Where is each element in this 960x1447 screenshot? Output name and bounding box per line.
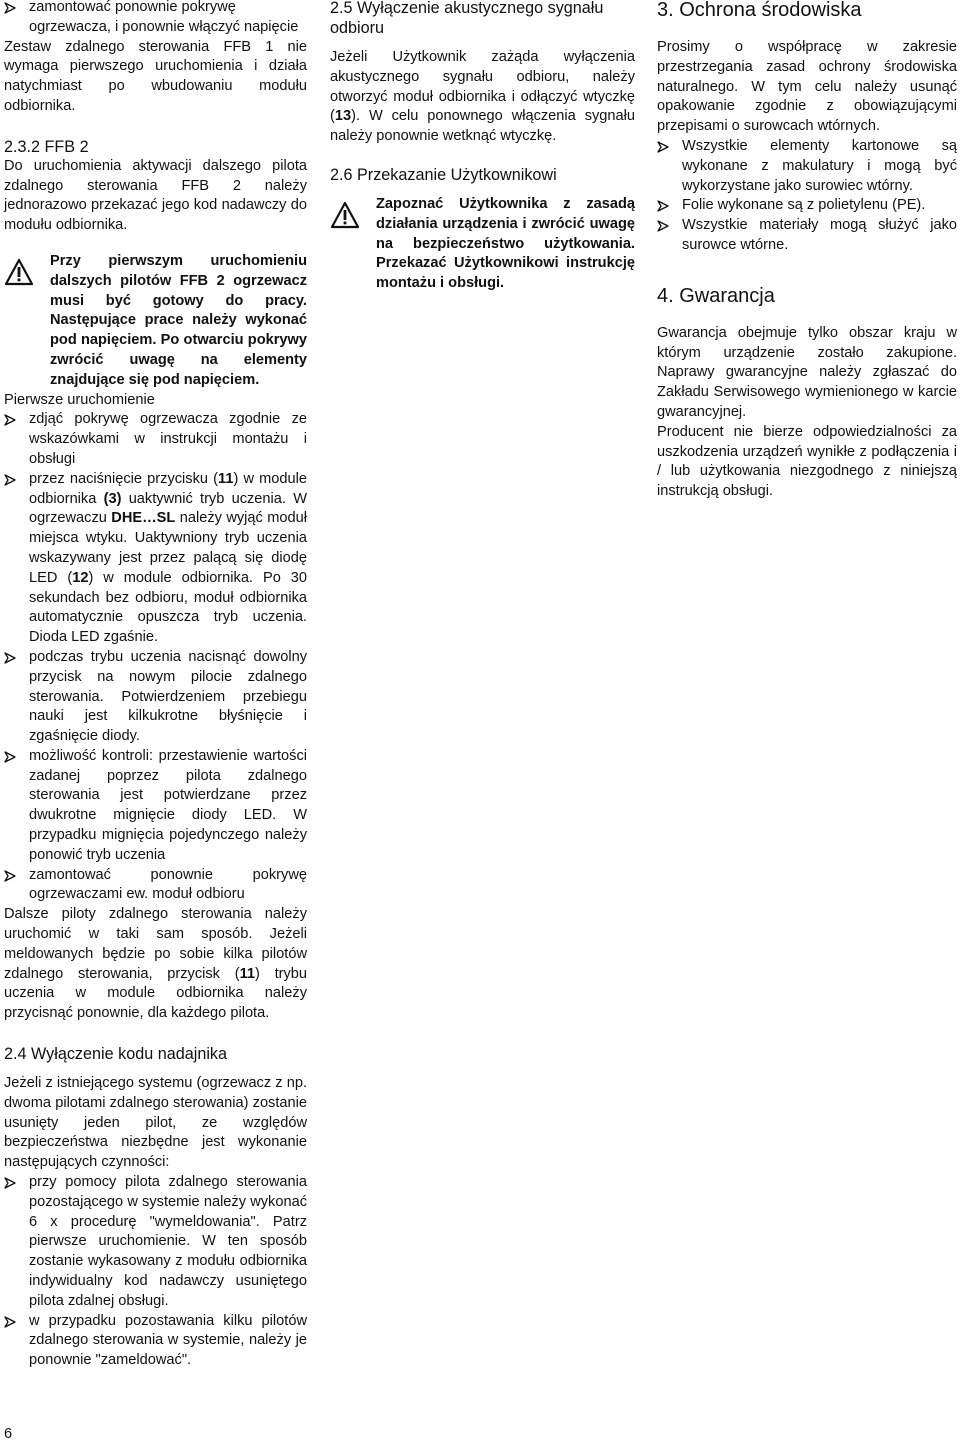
- intro-list: [4, 0, 307, 38]
- paragraph-text: Dalsze piloty zdalnego sterowania należy uruchomić w taki sam sposób. Jeżeli meldowanych będzie po sobie kilka pilotów zdalnego sterowania, przycisk (: [4, 906, 307, 982]
- list-item: [4, 0, 307, 38]
- arrow-bullet-icon: [4, 870, 16, 882]
- list-item-text: zamontować ponownie pokrywę ogrzewaczami ew. moduł odbioru: [29, 866, 307, 903]
- ref-number: 13: [334, 108, 352, 125]
- paragraph-text: ) trybu uczenia w module odbiornika należy przycisnąć ponownie, dla każdego pilota.: [4, 965, 308, 1022]
- warning-text: Przy pierwszym uruchomieniu dalszych pilotów FFB 2 ogrzewacz musi być gotowy do pracy. Następujące prace należy wykonać pod napięciem. Po otwarciu pokrywy zwrócić uwagę na elementy znajdujące się pod napięciem.: [50, 252, 307, 388]
- arrow-bullet-icon: [4, 1177, 16, 1189]
- list-item-text: ) w module odbiornika. Po 30 sekundach bez odbioru, moduł odbiornika automatycznie opuszcza tryb uczenia. Dioda LED zgaśnie.: [29, 569, 307, 646]
- list-item: [4, 410, 307, 469]
- section-heading-4: 4. Gwarancja: [657, 284, 775, 307]
- list-item-text: zamontować ponownie pokrywę ogrzewacza, i ponownie włączyć napięcie: [29, 0, 299, 35]
- ref-number: (3): [103, 490, 122, 507]
- section-heading-2-4: 2.4 Wyłączenie kodu nadajnika: [4, 1045, 228, 1064]
- list-item-text: w przypadku pozostawania kilku pilotów zdalnego sterowania w systemie, należy je ponownie "zameldować".: [29, 1312, 307, 1369]
- section-2-4-paragraph: Jeżeli z istniejącego systemu (ogrzewacz z np. dwoma pilotami zdalnego sterowania) zostanie usunięty jeden pilot, ze względów bezpieczeństwa niezbędne jest wykonanie następujących czynności:: [4, 1075, 307, 1171]
- list-item-text: uaktywnić tryb uczenia. W ogrzewaczu: [29, 490, 307, 527]
- arrow-bullet-icon: [4, 1316, 16, 1328]
- paragraph-text: ). W celu ponownego włączenia sygnału należy ponownie wetknąć wtyczkę.: [330, 108, 635, 145]
- section-2-3-2-paragraph: Do uruchomienia aktywacji dalszego pilota zdalnego sterowania FFB 2 należy jednorazowo przekazać jego kod nadawczy do modułu odbiornika.: [4, 157, 307, 234]
- arrow-bullet-icon: [657, 220, 669, 232]
- arrow-bullet-icon: [657, 200, 669, 212]
- arrow-bullet-icon: [657, 141, 669, 153]
- ref-number: 11: [218, 470, 234, 487]
- list-item: [4, 1173, 307, 1312]
- list-item: [4, 648, 307, 747]
- column-right: [657, 0, 957, 502]
- arrow-bullet-icon: [4, 2, 16, 14]
- first-start-title: Pierwsze uruchomienie: [4, 391, 155, 408]
- section-2-4-list: [4, 1173, 307, 1371]
- section-heading-2-5: 2.5 Wyłączenie akustycznego sygnału odbioru: [330, 0, 604, 37]
- list-item: [4, 747, 307, 866]
- warning-triangle-icon: [4, 258, 34, 286]
- paragraph-text: Jeżeli Użytkownik zażąda wyłączenia akustycznego sygnału odbioru, należy otworzyć moduł odbiornika i odłączyć wtyczkę (: [330, 49, 635, 125]
- list-item-text: ) w module odbiornika: [29, 470, 308, 507]
- page-number: 6: [4, 1426, 13, 1442]
- list-item: [4, 866, 307, 906]
- warning-block: [4, 252, 307, 391]
- model-name: DHE…SL: [111, 510, 176, 527]
- first-start-steps: [4, 410, 307, 905]
- section-heading-3: 3. Ochrona środowiska: [657, 0, 862, 21]
- section-2-5-paragraph: [330, 48, 635, 147]
- warning-text: Zapoznać Użytkownika z zasadą działania urządzenia i zwrócić uwagę na bezpieczeństwo użytkowania. Przekazać Użytkownikowi instrukcję montażu i obsługi.: [376, 195, 635, 292]
- list-item-text: możliwość kontroli: przestawienie wartości zadanej poprzez pilota zdalnego sterowania jest potwierdzane przez dwukrotne mignięcie diody LED. W przypadku mignięcia pojedynczego należy ponowić tryb uczenia: [29, 747, 307, 863]
- section-heading-2-3-2: 2.3.2 FFB 2: [4, 137, 89, 156]
- list-item: [657, 137, 957, 196]
- column-middle: [330, 0, 635, 294]
- warning-triangle-icon: [330, 201, 360, 229]
- list-item-text: Folie wykonane są z polietylenu (PE).: [682, 197, 926, 214]
- list-item-text: podczas trybu uczenia nacisnąć dowolny przycisk na nowym pilocie zdalnego sterowania. Potwierdzeniem przebiegu nauki jest kilkukrotne błyśnięcie i zgaśnięcie diody.: [29, 648, 307, 745]
- further-pilots-paragraph: [4, 905, 307, 1024]
- arrow-bullet-icon: [4, 414, 16, 426]
- list-item: [657, 196, 957, 216]
- arrow-bullet-icon: [4, 751, 16, 763]
- list-item: [657, 216, 957, 256]
- warning-block: [330, 195, 635, 294]
- ref-number: 12: [72, 569, 89, 586]
- list-item-text: Wszystkie elementy kartonowe są wykonane z makulatury i mogą być wykorzystane jako surowiec wtórny.: [682, 137, 957, 194]
- list-item: [4, 470, 307, 648]
- arrow-bullet-icon: [4, 652, 16, 664]
- list-item: [4, 1312, 307, 1371]
- column-left: [4, 0, 307, 1371]
- intro-paragraph: Zestaw zdalnego sterowania FFB 1 nie wymaga pierwszego uruchomienia i działa natychmiast po wbudowaniu modułu odbiornika.: [4, 38, 307, 114]
- section-heading-2-6: 2.6 Przekazanie Użytkownikowi: [330, 165, 557, 184]
- list-item-text: należy wyjąć moduł miejsca wtyku. Uaktywniony tryb uczenia wskazywany jest przez palącą się diodę LED (: [29, 510, 307, 586]
- list-item-text: zdjąć pokrywę ogrzewacza zgodnie ze wskazówkami w instrukcji montażu i obsługi: [29, 411, 307, 467]
- section-3-paragraph: Prosimy o współpracę w zakresie przestrzegania zasad ochrony środowiska naturalnego. W tym celu należy usunąć opakowanie zgodnie z obowiązującymi przepisami o surowcach wtórnych.: [657, 39, 957, 135]
- list-item-text: Wszystkie materiały mogą służyć jako surowce wtórne.: [682, 217, 957, 253]
- section-4-paragraph-2: Producent nie bierze odpowiedzialności za uszkodzenia urządzeń wynikłe z podłączenia i / lub użytkowania niezgodnego z niniejszą instrukcją obsługi.: [657, 423, 957, 500]
- list-item-text: przy pomocy pilota zdalnego sterowania pozostającego w systemie należy wykonać 6 x procedurę "wymeldowania". Patrz pierwsze uruchomienie. W ten sposób zostanie wykasowany z modułu odbiornika indywidualny kod nadawczy usuniętego pilota zdalnej obsługi.: [29, 1174, 307, 1309]
- ref-number: 11: [239, 965, 255, 982]
- section-3-list: [657, 137, 957, 256]
- arrow-bullet-icon: [4, 474, 16, 486]
- list-item-text: przez naciśnięcie przycisku (: [29, 470, 219, 487]
- section-4-paragraph-1: Gwarancja obejmuje tylko obszar kraju w którym urządzenie zostało zakupione. Naprawy gwarancyjne należy zgłaszać do Zakładu Serwisowego wymienionego w karcie gwarancyjnej.: [657, 324, 957, 420]
